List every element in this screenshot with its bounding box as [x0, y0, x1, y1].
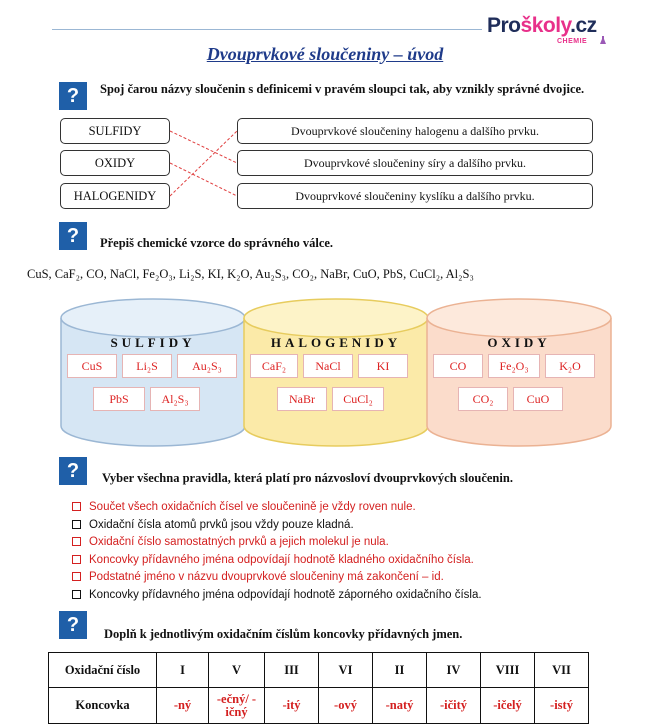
rule-item[interactable]: Podstatné jméno v názvu dvouprvkové sloučeniny má zakončení – id. [72, 569, 482, 587]
ending-cell[interactable]: -ičelý [481, 688, 535, 724]
table-cell: VI [319, 653, 373, 688]
chip-au2s3[interactable]: Au₂S₃ [177, 354, 237, 378]
cylinder-sulfidy-title: SULFIDY [110, 335, 196, 350]
chip-li2s[interactable]: Li₂S [122, 354, 172, 378]
row-header-oxidation: Oxidační číslo [49, 653, 157, 688]
table-cell: VIII [481, 653, 535, 688]
ending-cell[interactable]: -itý [265, 688, 319, 724]
question-1-text: Spoj čarou názvy sloučenin s definicemi v pravém sloupci tak, aby vznikly správné dvojice. [100, 82, 585, 96]
chip-caf2[interactable]: CaF₂ [250, 354, 298, 378]
table-row [49, 653, 589, 688]
ending-cell[interactable]: -ičitý [427, 688, 481, 724]
chip-nacl[interactable]: NaCl [303, 354, 353, 378]
rule-item[interactable]: Oxidační čísla atomů prvků jsou vždy pouze kladná. [72, 517, 482, 535]
table-cell: I [157, 653, 209, 688]
match-right-kyslik[interactable]: Dvouprvkové sloučeniny kyslíku a dalšího prvku. [237, 183, 593, 209]
table-cell: IV [427, 653, 481, 688]
chip-al2s3[interactable]: Al₂S₃ [150, 387, 200, 411]
question-4-icon: ? [59, 611, 87, 639]
row-header-ending: Koncovka [49, 688, 157, 724]
chip-nabr[interactable]: NaBr [277, 387, 327, 411]
cylinder-halogenidy-title: HALOGENIDY [270, 335, 402, 350]
question-2-text: Přepiš chemické vzorce do správného válce. [100, 236, 334, 250]
checkbox-icon[interactable] [72, 537, 81, 546]
table-cell: III [265, 653, 319, 688]
match-right-sira[interactable]: Dvouprvkové sloučeniny síry a dalšího prvku. [237, 150, 593, 176]
checkbox-icon[interactable] [72, 572, 81, 581]
ending-cell[interactable]: -istý [535, 688, 589, 724]
rule-item[interactable]: Koncovky přídavného jména odpovídají hodnotě záporného oxidačního čísla. [72, 587, 482, 605]
chip-cus[interactable]: CuS [67, 354, 117, 378]
rule-item[interactable]: Součet všech oxidačních čísel ve sloučenině je vždy roven nule. [72, 499, 482, 517]
match-left-sulfidy[interactable]: SULFIDY [60, 118, 170, 144]
ending-cell[interactable]: -ečný/ -ičný [209, 688, 265, 724]
proskoly-logo[interactable]: Proškoly.cz CHEMIE [487, 14, 597, 38]
rules-list [72, 499, 482, 604]
chip-cucl2[interactable]: CuCl₂ [332, 387, 384, 411]
cylinder-oxidy-title: OXIDY [487, 335, 551, 350]
table-cell: VII [535, 653, 589, 688]
match-left-halogenidy[interactable]: HALOGENIDY [60, 183, 170, 209]
table-cell: V [209, 653, 265, 688]
ending-cell[interactable]: -ný [157, 688, 209, 724]
ending-cell[interactable]: -natý [373, 688, 427, 724]
checkbox-icon[interactable] [72, 520, 81, 529]
table-cell: II [373, 653, 427, 688]
ending-cell[interactable]: -ový [319, 688, 373, 724]
question-1-icon: ? [59, 82, 87, 110]
oxidation-table [48, 652, 589, 724]
chip-co[interactable]: CO [433, 354, 483, 378]
chip-pbs[interactable]: PbS [93, 387, 145, 411]
table-row [49, 688, 589, 724]
chip-ki[interactable]: KI [358, 354, 408, 378]
logo-subtitle: CHEMIE [557, 38, 588, 45]
chip-fe2o3[interactable]: Fe₂O₃ [488, 354, 540, 378]
page-title: Dvouprvkové sloučeniny – úvod [206, 44, 444, 64]
chip-k2o[interactable]: K₂O [545, 354, 595, 378]
chip-cuo[interactable]: CuO [513, 387, 563, 411]
formula-list: CuS, CaF₂, CO, NaCl, Fe₂O₃, Li₂S, KI, K₂O, Au₂S₃, CO₂, NaBr, CuO, PbS, CuCl₂, Al₂S₃ [27, 267, 474, 281]
checkbox-icon[interactable] [72, 555, 81, 564]
checkbox-icon[interactable] [72, 502, 81, 511]
rule-item[interactable]: Oxidační číslo samostatných prvků a jejich molekul je nula. [72, 534, 482, 552]
match-right-halogen[interactable]: Dvouprvkové sloučeniny halogenu a dalšího prvku. [237, 118, 593, 144]
checkbox-icon[interactable] [72, 590, 81, 599]
question-2-icon: ? [59, 222, 87, 250]
chip-co2[interactable]: CO₂ [458, 387, 508, 411]
question-3-text: Vyber všechna pravidla, která platí pro názvosloví dvouprvkových sloučenin. [102, 471, 513, 485]
match-left-oxidy[interactable]: OXIDY [60, 150, 170, 176]
question-4-text: Doplň k jednotlivým oxidačním číslům koncovky přídavných jmen. [104, 627, 463, 641]
question-3-icon: ? [59, 457, 87, 485]
rule-item[interactable]: Koncovky přídavného jména odpovídají hodnotě kladného oxidačního čísla. [72, 552, 482, 570]
